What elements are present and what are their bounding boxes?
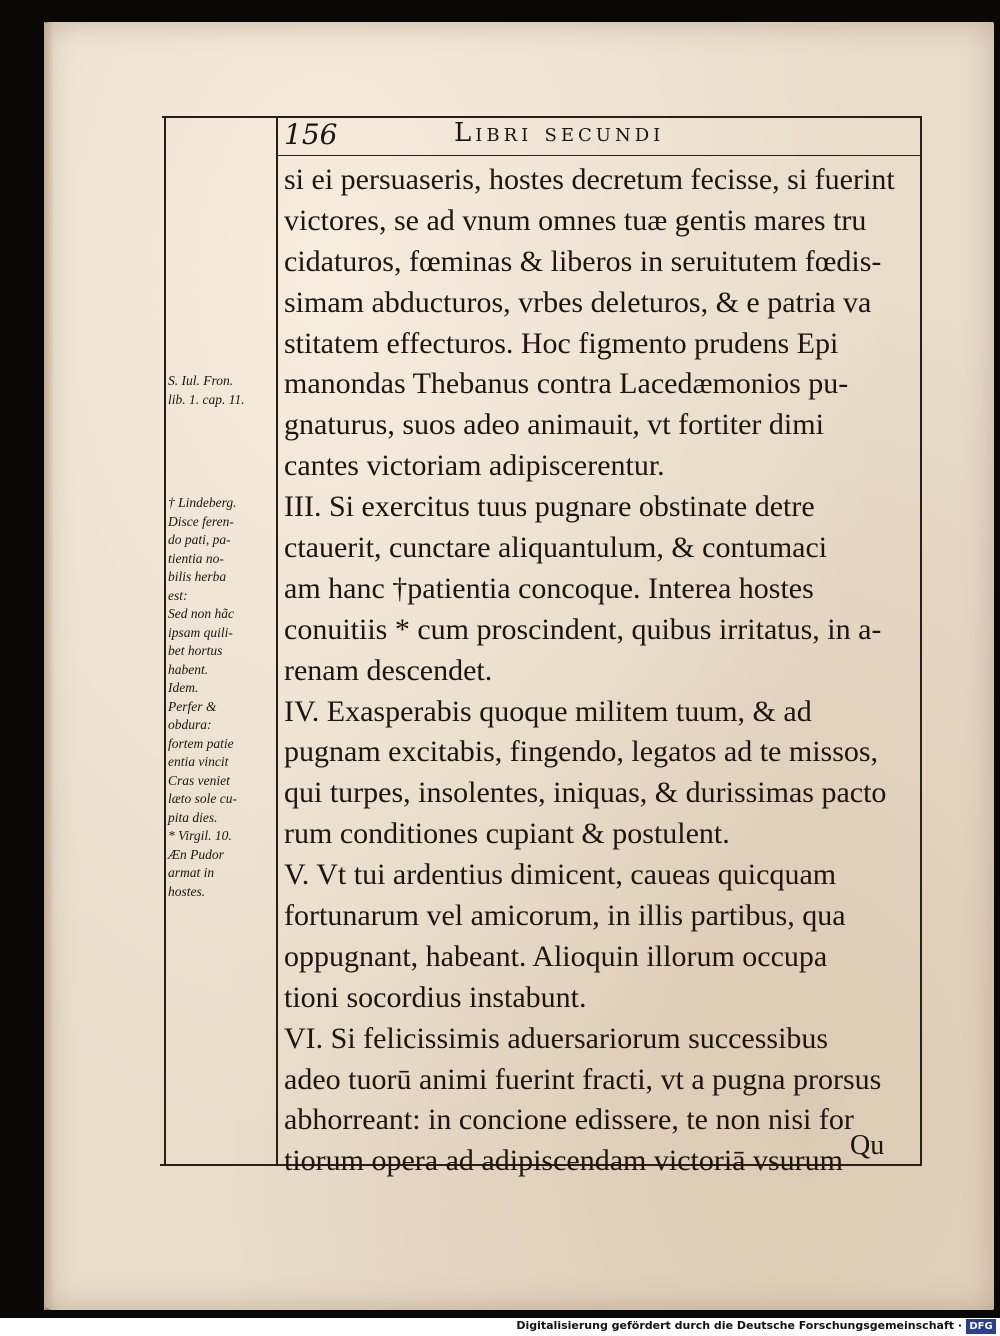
marginal-line: S. Iul. Fron. <box>168 373 234 388</box>
page-number: 156 <box>284 118 338 151</box>
text-line: tioni socordius instabunt. <box>284 980 587 1014</box>
marginal-line: obdura: <box>168 717 212 732</box>
text-line: cantes victoriam adipiscerentur. <box>284 449 665 483</box>
page-header <box>284 116 916 154</box>
text-line: adeo tuorū animi fuerint fracti, vt a pugna prorsus <box>284 1062 882 1096</box>
marginal-line: bilis herba <box>168 569 227 584</box>
dfg-logo: DFG <box>966 1319 996 1334</box>
page-gutter-edge <box>44 22 54 1310</box>
marginal-line: entia vincit <box>168 754 229 769</box>
text-line: am hanc †patientia concoque. Interea hostes <box>284 571 814 605</box>
text-line: renam descendet. <box>284 653 493 687</box>
marginal-line: Idem. <box>168 680 199 695</box>
running-head: Libri secundi <box>454 118 665 148</box>
frame-rule-right <box>920 118 922 1164</box>
text-line: IV. Exasperabis quoque militem tuum, & ad <box>284 694 812 728</box>
marginal-line: † Lindeberg. <box>168 495 237 510</box>
text-line: VI. Si felicissimis aduersariorum successibus <box>284 1021 829 1055</box>
marginal-line: læto sole cu- <box>168 791 237 806</box>
text-line: abhorreant: in concione edissere, te non nisi for <box>284 1103 854 1137</box>
main-text-column <box>284 160 914 1182</box>
marginal-line: pita dies. <box>168 809 218 825</box>
funding-credit: Digitalisierung gefördert durch die Deutsche Forschungsgemeinschaft · <box>516 1319 962 1332</box>
marginal-line: Cras veniet <box>168 772 230 788</box>
text-line: tiorum opera ad adipiscendam victoriā vsurum <box>284 1144 843 1178</box>
marginal-line: Disce feren- <box>168 513 234 529</box>
text-line: fortunarum vel amicorum, in illis partibus, qua <box>284 899 846 933</box>
text-line: manondas Thebanus contra Lacedæmonios pu- <box>284 367 849 401</box>
digitization-footer <box>0 1318 1000 1336</box>
marginal-line: do pati, pa- <box>168 532 231 547</box>
text-line: simam abducturos, vrbes deleturos, & e patria va <box>284 285 872 319</box>
text-line: III. Si exercitus tuus pugnare obstinate detre <box>284 490 815 524</box>
marginal-line: Sed non hãc <box>168 606 234 621</box>
marginal-line: ipsam quili- <box>168 624 233 640</box>
marginal-line: tientia no- <box>168 550 224 566</box>
header-rule <box>278 155 920 156</box>
marginal-line: bet hortus <box>168 643 223 658</box>
text-line: pugnam excitabis, fingendo, legatos ad te missos, <box>284 735 879 769</box>
text-line: qui turpes, insolentes, iniquas, & durissimas pacto <box>284 776 887 810</box>
text-line: stitatem effecturos. Hoc figmento prudens Epi <box>284 326 839 360</box>
marginal-line: * Virgil. 10. <box>168 828 232 843</box>
text-line: victores, se ad vnum omnes tuæ gentis mares tru <box>284 203 867 237</box>
catchword: Qu <box>850 1130 885 1161</box>
marginal-note-lindeberg <box>168 494 276 901</box>
text-line: V. Vt tui ardentius dimicent, caueas quicquam <box>284 858 837 892</box>
text-line: cidaturos, fœminas & liberos in seruitutem fœdis- <box>284 244 882 278</box>
marginal-line: Æn Pudor <box>168 846 224 862</box>
text-line: gnaturus, suos adeo animauit, vt fortiter dimi <box>284 408 824 442</box>
marginal-line: est: <box>168 587 188 603</box>
marginal-line: lib. 1. cap. 11. <box>168 391 245 407</box>
text-line: ctauerit, cunctare aliquantulum, & contumaci <box>284 531 828 565</box>
marginal-line: armat in <box>168 865 215 880</box>
marginal-line: habent. <box>168 661 209 677</box>
marginal-line: hostes. <box>168 883 206 899</box>
frame-rule-margin-divider <box>276 118 278 1164</box>
text-line: oppugnant, habeant. Alioquin illorum occupa <box>284 939 828 973</box>
marginal-note-frontinus <box>168 372 276 409</box>
marginal-line: fortem patie <box>168 735 234 751</box>
frame-rule-left <box>164 118 166 1164</box>
text-line: conuitiis * cum proscindent, quibus irritatus, in a- <box>284 612 882 646</box>
text-line: rum conditiones cupiant & postulent. <box>284 817 730 851</box>
text-line: si ei persuaseris, hostes decretum fecisse, si fuerint <box>284 163 895 196</box>
marginal-line: Perfer & <box>168 698 217 714</box>
